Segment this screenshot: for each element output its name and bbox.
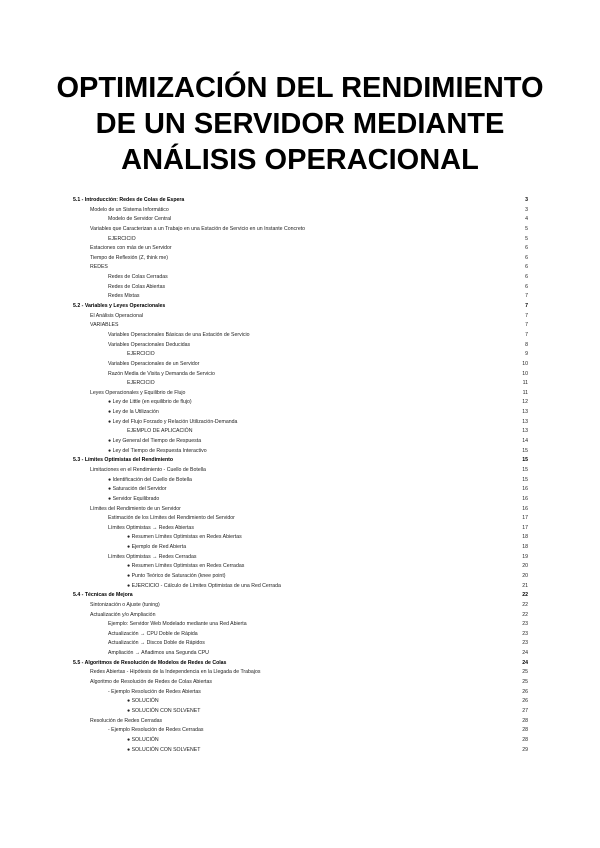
toc-entry[interactable] bbox=[73, 562, 528, 572]
toc-entry-page-number: 6 bbox=[525, 274, 528, 281]
toc-entry[interactable] bbox=[73, 495, 528, 505]
toc-entry-label: Ampliación → Añadimos una Segunda CPU bbox=[108, 650, 209, 657]
toc-entry-label: ● SOLUCIÓN bbox=[127, 698, 159, 705]
toc-entry-page-number: 5 bbox=[525, 225, 528, 232]
toc-entry[interactable] bbox=[73, 524, 528, 534]
toc-entry-page-number: 22 bbox=[522, 592, 528, 599]
toc-entry[interactable] bbox=[73, 418, 528, 428]
toc-entry-page-number: 13 bbox=[522, 409, 528, 416]
toc-entry-page-number: 18 bbox=[522, 534, 528, 541]
toc-entry-label: 5.2 - Variables y Leyes Operacionales bbox=[73, 303, 166, 310]
toc-entry-label: Sintonización o Ajuste (tuning) bbox=[90, 601, 160, 608]
toc-entry-label: Límites del Rendimiento de un Servidor bbox=[90, 505, 181, 512]
toc-entry[interactable] bbox=[73, 283, 528, 293]
toc-entry-page-number: 6 bbox=[525, 245, 528, 252]
toc-entry-page-number: 3 bbox=[525, 206, 528, 213]
toc-entry[interactable] bbox=[73, 427, 528, 437]
toc-entry-label: ● Ley del Flujo Forzado y Relación Utilización-Demanda bbox=[108, 418, 238, 425]
toc-entry[interactable] bbox=[73, 717, 528, 727]
toc-entry-page-number: 19 bbox=[522, 553, 528, 560]
toc-entry-label: Modelo de Servidor Central bbox=[108, 216, 172, 223]
toc-entry[interactable] bbox=[73, 398, 528, 408]
toc-entry-label: Actualización → CPU Doble de Rápida bbox=[108, 630, 198, 637]
toc-entry-page-number: 8 bbox=[525, 341, 528, 348]
toc-entry-page-number: 25 bbox=[522, 669, 528, 676]
toc-entry-label: ● Ley de Little (en equilibrio de flujo) bbox=[108, 399, 192, 406]
toc-entry[interactable] bbox=[73, 697, 528, 707]
document-title bbox=[0, 70, 600, 178]
toc-entry[interactable] bbox=[73, 611, 528, 621]
toc-entry-page-number: 24 bbox=[522, 650, 528, 657]
toc-entry[interactable] bbox=[73, 746, 528, 756]
toc-entry-page-number: 23 bbox=[522, 621, 528, 628]
toc-entry[interactable] bbox=[73, 292, 528, 302]
toc-entry-label: Variables Operacionales Deducidas bbox=[108, 341, 191, 348]
toc-entry[interactable] bbox=[73, 726, 528, 736]
toc-entry-label: Tiempo de Reflexión (Z, think me) bbox=[90, 254, 168, 261]
toc-entry-page-number: 6 bbox=[525, 264, 528, 271]
toc-entry-page-number: 15 bbox=[522, 466, 528, 473]
toc-entry-label: ● Identificación del Cuello de Botella bbox=[108, 476, 192, 483]
toc-entry-page-number: 11 bbox=[522, 389, 528, 396]
toc-entry[interactable] bbox=[73, 235, 528, 245]
toc-entry-label: ● Ejemplo de Red Abierta bbox=[127, 544, 187, 551]
toc-entry-page-number: 17 bbox=[522, 515, 528, 522]
toc-entry-page-number: 7 bbox=[525, 331, 528, 338]
toc-entry-label: ● EJERCICIO - Cálculo de Límites Optimistas de una Red Cerrada bbox=[127, 582, 281, 589]
toc-entry[interactable] bbox=[73, 485, 528, 495]
toc-entry-label: Algoritmo de Resolución de Redes de Colas Abiertas bbox=[90, 679, 212, 686]
toc-entry-page-number: 20 bbox=[522, 563, 528, 570]
toc-entry-page-number: 28 bbox=[522, 727, 528, 734]
toc-entry-label: - Ejemplo Resolución de Redes Abiertas bbox=[108, 688, 201, 695]
toc-entry-page-number: 16 bbox=[522, 486, 528, 493]
toc-entry-label: ● Ley General del Tiempo de Respuesta bbox=[108, 438, 202, 445]
toc-entry[interactable] bbox=[73, 225, 528, 235]
toc-entry-label: Redes Mixtas bbox=[108, 293, 140, 300]
toc-entry-label: Ejemplo: Servidor Web Modelado mediante una Red Abierta bbox=[108, 621, 247, 628]
toc-section-entry[interactable] bbox=[73, 591, 528, 601]
toc-entry-page-number: 4 bbox=[525, 216, 528, 223]
toc-entry-label: Variables Operacionales de un Servidor bbox=[108, 360, 200, 367]
table-of-contents bbox=[73, 196, 528, 755]
toc-entry-page-number: 15 bbox=[522, 476, 528, 483]
toc-entry[interactable] bbox=[73, 553, 528, 563]
toc-entry-page-number: 12 bbox=[522, 399, 528, 406]
toc-entry[interactable] bbox=[73, 321, 528, 331]
toc-entry-label: ● Resumen Límites Optimistas en Redes Cerradas bbox=[127, 563, 245, 570]
toc-entry[interactable] bbox=[73, 447, 528, 457]
toc-entry[interactable] bbox=[73, 254, 528, 264]
toc-entry-page-number: 10 bbox=[522, 360, 528, 367]
toc-entry-page-number: 7 bbox=[525, 312, 528, 319]
toc-entry-page-number: 23 bbox=[522, 630, 528, 637]
toc-entry-label: ● Saturación del Servidor bbox=[108, 486, 167, 493]
toc-entry-label: Redes Abiertas - Hipótesis de la Independencia en la Llegada de Trabajos bbox=[90, 669, 261, 676]
title-line-2: DE UN SERVIDOR MEDIANTE bbox=[95, 108, 505, 140]
toc-entry[interactable] bbox=[73, 678, 528, 688]
toc-entry-page-number: 22 bbox=[522, 611, 528, 618]
toc-entry-page-number: 28 bbox=[522, 717, 528, 724]
toc-entry[interactable] bbox=[73, 263, 528, 273]
toc-entry[interactable] bbox=[73, 389, 528, 399]
toc-entry-page-number: 14 bbox=[522, 438, 528, 445]
toc-entry-label: Leyes Operacionales y Equilibrio de Flujo bbox=[90, 389, 186, 396]
toc-entry-label: Modelo de un Sistema Informático bbox=[90, 206, 169, 213]
toc-entry-page-number: 15 bbox=[522, 457, 528, 464]
toc-entry-page-number: 3 bbox=[525, 197, 528, 203]
toc-entry[interactable] bbox=[73, 505, 528, 515]
toc-entry-page-number: 7 bbox=[525, 303, 528, 310]
toc-entry-label: 5.4 - Técnicas de Mejora bbox=[73, 592, 133, 599]
toc-entry-label: ● SOLUCIÓN CON SOLVENET bbox=[127, 707, 201, 714]
toc-entry-label: El Análisis Operacional bbox=[90, 312, 144, 319]
toc-entry[interactable] bbox=[73, 582, 528, 592]
toc-entry[interactable] bbox=[73, 533, 528, 543]
toc-entry[interactable] bbox=[73, 341, 528, 351]
toc-entry[interactable] bbox=[73, 620, 528, 630]
toc-entry-page-number: 9 bbox=[525, 351, 528, 358]
toc-entry-label: Actualización → Discos Doble de Rápidos bbox=[108, 640, 205, 647]
toc-entry-label: Estaciones con más de un Servidor bbox=[90, 245, 172, 252]
toc-entry-page-number: 17 bbox=[522, 524, 528, 531]
toc-entry-page-number: 5 bbox=[525, 235, 528, 242]
toc-entry-label: Razón Media de Visita y Demanda de Servicio bbox=[108, 370, 215, 377]
toc-section-entry[interactable] bbox=[73, 302, 528, 312]
toc-entry[interactable] bbox=[73, 360, 528, 370]
toc-entry-page-number: 24 bbox=[522, 659, 528, 666]
toc-entry-page-number: 16 bbox=[522, 505, 528, 512]
toc-entry-label: - Ejemplo Resolución de Redes Cerradas bbox=[108, 727, 204, 734]
title-line-3: ANÁLISIS OPERACIONAL bbox=[121, 144, 479, 176]
toc-entry[interactable] bbox=[73, 630, 528, 640]
toc-entry-label: VARIABLES bbox=[90, 322, 119, 329]
toc-entry[interactable] bbox=[73, 688, 528, 698]
toc-entry-page-number: 26 bbox=[522, 698, 528, 705]
toc-entry-page-number: 21 bbox=[522, 582, 528, 589]
toc-entry[interactable] bbox=[73, 514, 528, 524]
toc-entry-label: REDES bbox=[90, 264, 108, 271]
toc-entry-label: 5.1 - Introducción: Redes de Colas de Espera bbox=[73, 197, 185, 203]
toc-entry[interactable] bbox=[73, 543, 528, 553]
toc-entry[interactable] bbox=[73, 476, 528, 486]
toc-entry-label: EJERCICIO bbox=[127, 380, 155, 387]
toc-entry-page-number: 6 bbox=[525, 283, 528, 290]
toc-entry[interactable] bbox=[73, 312, 528, 322]
toc-entry-label: Variables que Caracterizan a un Trabajo en una Estación de Servicio en un Instante Concreto bbox=[90, 225, 306, 232]
toc-entry[interactable] bbox=[73, 466, 528, 476]
toc-entry-page-number: 15 bbox=[522, 447, 528, 454]
toc-entry[interactable] bbox=[73, 273, 528, 283]
toc-entry-page-number: 7 bbox=[525, 293, 528, 300]
toc-entry[interactable] bbox=[73, 639, 528, 649]
toc-entry-page-number: 10 bbox=[522, 370, 528, 377]
toc-entry-label: Actualización y/o Ampliación bbox=[90, 611, 156, 618]
toc-entry[interactable] bbox=[73, 668, 528, 678]
toc-entry-page-number: 13 bbox=[522, 428, 528, 435]
toc-entry[interactable] bbox=[73, 206, 528, 216]
toc-entry-label: EJERCICIO bbox=[127, 351, 155, 358]
toc-entry[interactable] bbox=[73, 215, 528, 225]
toc-entry-page-number: 25 bbox=[522, 679, 528, 686]
toc-entry[interactable] bbox=[73, 707, 528, 717]
toc-entry-page-number: 20 bbox=[522, 572, 528, 579]
toc-entry-label: ● SOLUCIÓN CON SOLVENET bbox=[127, 746, 201, 753]
toc-entry-label: ● Servidor Equilibrado bbox=[108, 495, 160, 502]
toc-entry-page-number: 13 bbox=[522, 418, 528, 425]
toc-entry-page-number: 11 bbox=[522, 380, 528, 387]
toc-section-entry[interactable] bbox=[73, 659, 528, 669]
toc-entry-label: EJEMPLO DE APLICACIÓN bbox=[127, 428, 193, 435]
toc-entry-label: Límites Optimistas → Redes Abiertas bbox=[108, 524, 194, 531]
toc-entry-page-number: 29 bbox=[522, 746, 528, 753]
toc-entry-page-number: 23 bbox=[522, 640, 528, 647]
toc-entry-label: Redes de Colas Abiertas bbox=[108, 283, 166, 290]
toc-entry[interactable] bbox=[73, 572, 528, 582]
toc-entry[interactable] bbox=[73, 331, 528, 341]
toc-entry-label: Redes de Colas Cerradas bbox=[108, 274, 168, 281]
toc-entry[interactable] bbox=[73, 370, 528, 380]
toc-entry-label: Resolución de Redes Cerradas bbox=[90, 717, 163, 724]
toc-entry[interactable] bbox=[73, 736, 528, 746]
toc-entry-label: ● SOLUCIÓN bbox=[127, 736, 159, 743]
toc-entry[interactable] bbox=[73, 601, 528, 611]
toc-entry-page-number: 22 bbox=[522, 601, 528, 608]
title-line-1: OPTIMIZACIÓN DEL RENDIMIENTO bbox=[56, 72, 544, 104]
toc-entry[interactable] bbox=[73, 649, 528, 659]
toc-entry-page-number: 26 bbox=[522, 688, 528, 695]
toc-entry[interactable] bbox=[73, 379, 528, 389]
toc-section-entry[interactable] bbox=[73, 196, 528, 206]
toc-entry[interactable] bbox=[73, 350, 528, 360]
toc-entry-label: Límites Optimistas → Redes Cerradas bbox=[108, 553, 197, 560]
toc-entry-label: ● Resumen Límites Optimistas en Redes Abiertas bbox=[127, 534, 242, 541]
toc-entry-label: Estimación de los Límites del Rendimiento del Servidor bbox=[108, 515, 235, 522]
toc-entry-page-number: 7 bbox=[525, 322, 528, 329]
toc-entry-label: ● Ley de la Utilización bbox=[108, 409, 159, 416]
toc-entry-page-number: 6 bbox=[525, 254, 528, 261]
toc-entry-label: EJERCICIO bbox=[108, 235, 136, 242]
toc-entry[interactable] bbox=[73, 244, 528, 254]
toc-section-entry[interactable] bbox=[73, 456, 528, 466]
toc-entry-page-number: 28 bbox=[522, 736, 528, 743]
toc-entry-label: ● Punto Teórico de Saturación (knee point) bbox=[127, 572, 226, 579]
toc-entry-label: 5.3 - Límites Optimistas del Rendimiento bbox=[73, 457, 174, 464]
toc-entry-page-number: 18 bbox=[522, 544, 528, 551]
toc-entry[interactable] bbox=[73, 437, 528, 447]
toc-entry[interactable] bbox=[73, 408, 528, 418]
toc-entry-page-number: 16 bbox=[522, 495, 528, 502]
toc-entry-label: Limitaciones en el Rendimiento - Cuello de Botella bbox=[90, 466, 206, 473]
toc-entry-label: Variables Operacionales Básicas de una Estación de Servicio bbox=[108, 331, 250, 338]
toc-entry-page-number: 27 bbox=[522, 707, 528, 714]
toc-entry-label: ● Ley del Tiempo de Respuesta Interactivo bbox=[108, 447, 207, 454]
toc-entry-label: 5.5 - Algoritmos de Resolución de Modelos de Redes de Colas bbox=[73, 659, 227, 666]
